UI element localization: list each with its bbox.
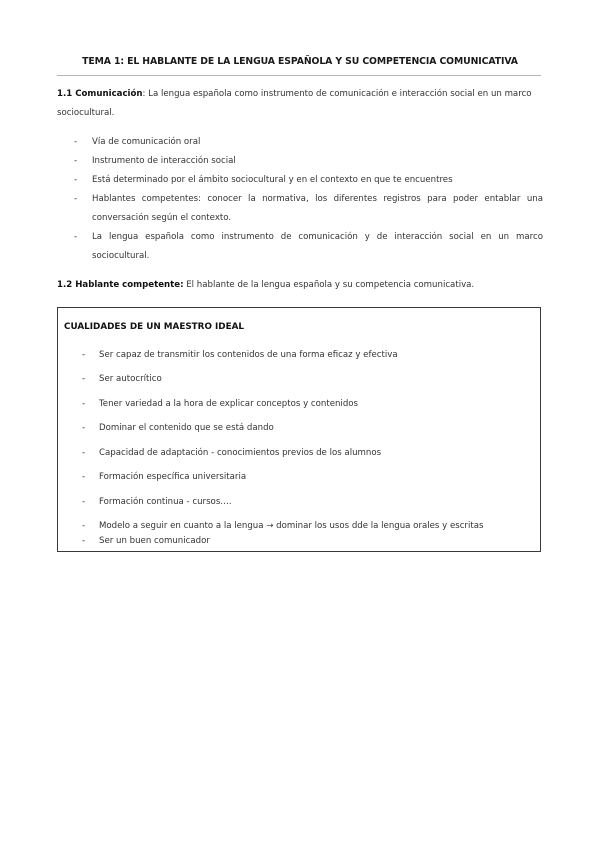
cualidad-text: Formación continua - cursos…. (99, 497, 232, 507)
title-divider (57, 75, 541, 76)
bullet-text: La lengua española como instrumento de comunicación y de interacción social en un marco sociocultural. (92, 232, 543, 261)
bullet-dash: - (74, 194, 78, 204)
bullet-text: Está determinado por el ámbito sociocultural y en el contexto en que te encuentres (92, 175, 453, 185)
section-hablante-text: El hablante de la lengua española y su competencia comunicativa. (183, 280, 475, 290)
bullet-item (57, 228, 543, 266)
cualidad-text: Ser capaz de transmitir los contenidos de una forma eficaz y efectiva (99, 350, 398, 360)
cualidad-text: Ser autocrítico (99, 374, 162, 384)
bullet-item (57, 152, 543, 171)
section-comunicacion-heading: 1.1 Comunicación (57, 89, 143, 99)
bullet-item (57, 133, 543, 152)
section-comunicacion (57, 85, 543, 123)
section-hablante-competente (57, 276, 543, 295)
bullet-item (57, 190, 543, 228)
cualidad-text: Capacidad de adaptación - conocimientos previos de los alumnos (99, 448, 382, 458)
cualidad-text: Ser un buen comunicador (99, 536, 210, 546)
cualidad-text: Modelo a seguir en cuanto a la lengua → dominar los usos dde la lengua orales y escritas (99, 521, 484, 531)
section-comunicacion-text: : La lengua española como instrumento de comunicación e interacción social en un marco sociocultural. (57, 89, 532, 118)
bullet-text: Hablantes competentes: conocer la normativa, los diferentes registros para poder entablar una conversación según el contexto. (92, 194, 543, 223)
bullet-dash: - (74, 156, 78, 166)
section-hablante-heading: 1.2 Hablante competente: (57, 280, 184, 290)
bullet-dash: - (74, 137, 78, 147)
bullet-text: Instrumento de interacción social (92, 156, 236, 166)
cualidades-box-title: CUALIDADES DE UN MAESTRO IDEAL (64, 322, 244, 332)
cualidad-dash: - (82, 374, 86, 384)
bullet-item (57, 171, 543, 190)
cualidad-dash: - (82, 497, 86, 507)
cualidad-dash: - (82, 448, 86, 458)
cualidad-dash: - (82, 472, 86, 482)
bullet-dash: - (74, 232, 78, 242)
cualidad-dash: - (82, 536, 86, 546)
bullet-text: Vía de comunicación oral (92, 137, 201, 147)
bullet-dash: - (74, 175, 78, 185)
cualidad-dash: - (82, 423, 86, 433)
cualidad-dash: - (82, 350, 86, 360)
cualidad-dash: - (82, 399, 86, 409)
cualidad-text: Formación específica universitaria (99, 472, 247, 482)
document-title: TEMA 1: EL HABLANTE DE LA LENGUA ESPAÑOLA Y SU COMPETENCIA COMUNICATIVA (82, 56, 518, 67)
cualidad-dash: - (82, 521, 86, 531)
cualidades-box (57, 307, 541, 552)
comunicacion-bullet-list (57, 133, 543, 266)
cualidad-text: Tener variedad a la hora de explicar conceptos y contenidos (99, 399, 359, 409)
cualidad-text: Dominar el contenido que se está dando (99, 423, 274, 433)
